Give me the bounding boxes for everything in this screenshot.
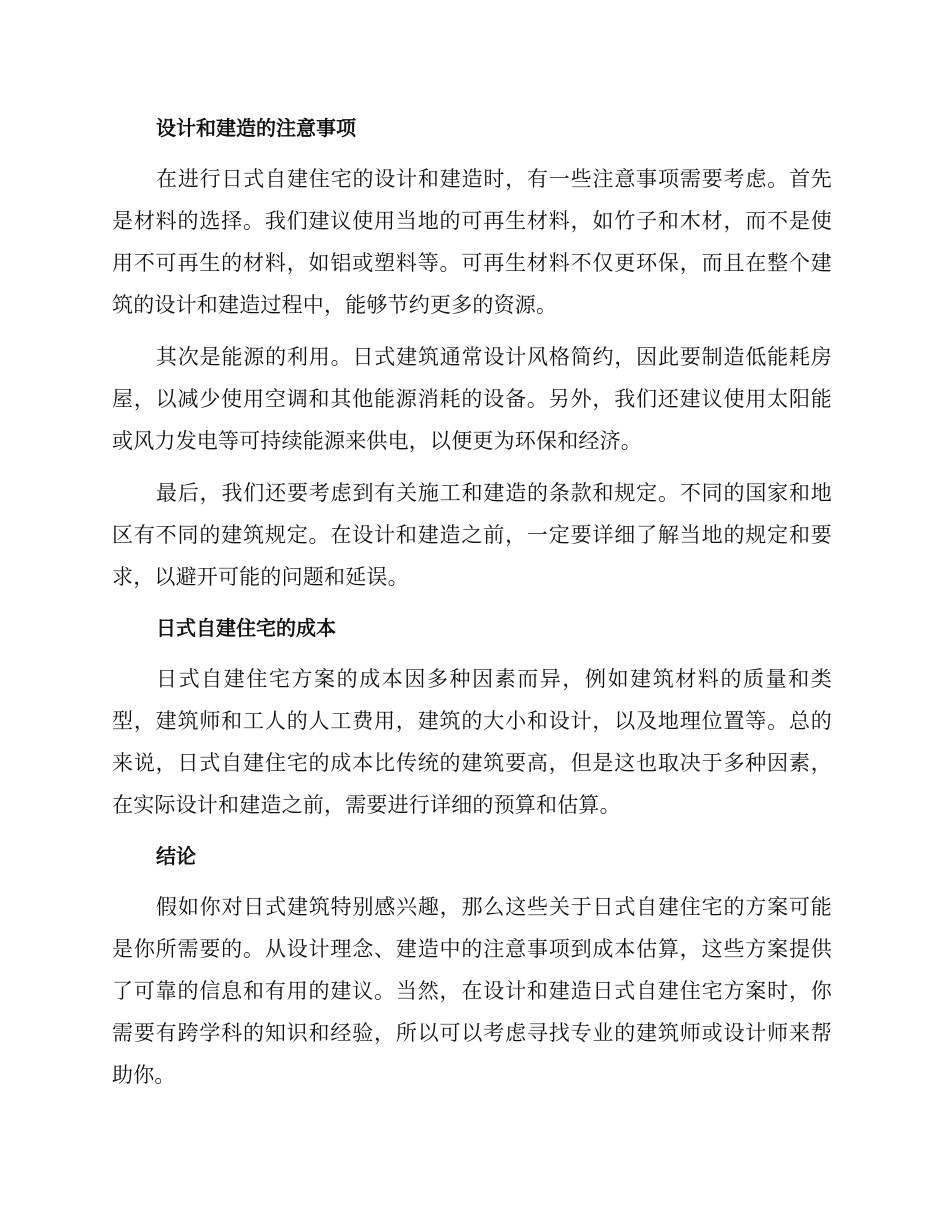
paragraph-conclusion: 假如你对日式建筑特别感兴趣，那么这些关于日式自建住宅的方案可能是你所需要的。从设计理念、建造中的注意事项到成本估算，这些方案提供了可靠的信息和有用的建议。当然，在设计和建造日式自建住宅方案时，你需要有跨学科的知识和经验，所以可以考虑寻找专业的建筑师或设计师来帮助你。 xyxy=(112,895,832,1087)
paragraph-cost: 日式自建住宅方案的成本因多种因素而异，例如建筑材料的质量和类型，建筑师和工人的人工费用，建筑的大小和设计，以及地理位置等。总的来说，日式自建住宅的成本比传统的建筑要高，但是这也取决于多种因素，在实际设计和建造之前，需要进行详细的预算和估算。 xyxy=(112,667,832,817)
paragraph-regulations: 最后，我们还要考虑到有关施工和建造的条款和规定。不同的国家和地区有不同的建筑规定。在设计和建造之前，一定要详细了解当地的规定和要求，以避开可能的问题和延误。 xyxy=(112,481,832,589)
document-page xyxy=(112,108,832,1106)
paragraph-materials: 在进行日式自建住宅的设计和建造时，有一些注意事项需要考虑。首先是材料的选择。我们建议使用当地的可再生材料，如竹子和木材，而不是使用不可再生的材料，如铝或塑料等。可再生材料不仅更环保，而且在整个建筑的设计和建造过程中，能够节约更多的资源。 xyxy=(112,167,832,317)
section-heading-cost: 日式自建住宅的成本 xyxy=(156,616,336,640)
section-heading-design-notes: 设计和建造的注意事项 xyxy=(156,116,356,140)
paragraph-energy: 其次是能源的利用。日式建筑通常设计风格简约，因此要制造低能耗房屋，以减少使用空调和其他能源消耗的设备。另外，我们还建议使用太阳能或风力发电等可持续能源来供电，以便更为环保和经济。 xyxy=(112,345,832,453)
section-heading-conclusion: 结论 xyxy=(156,844,196,868)
